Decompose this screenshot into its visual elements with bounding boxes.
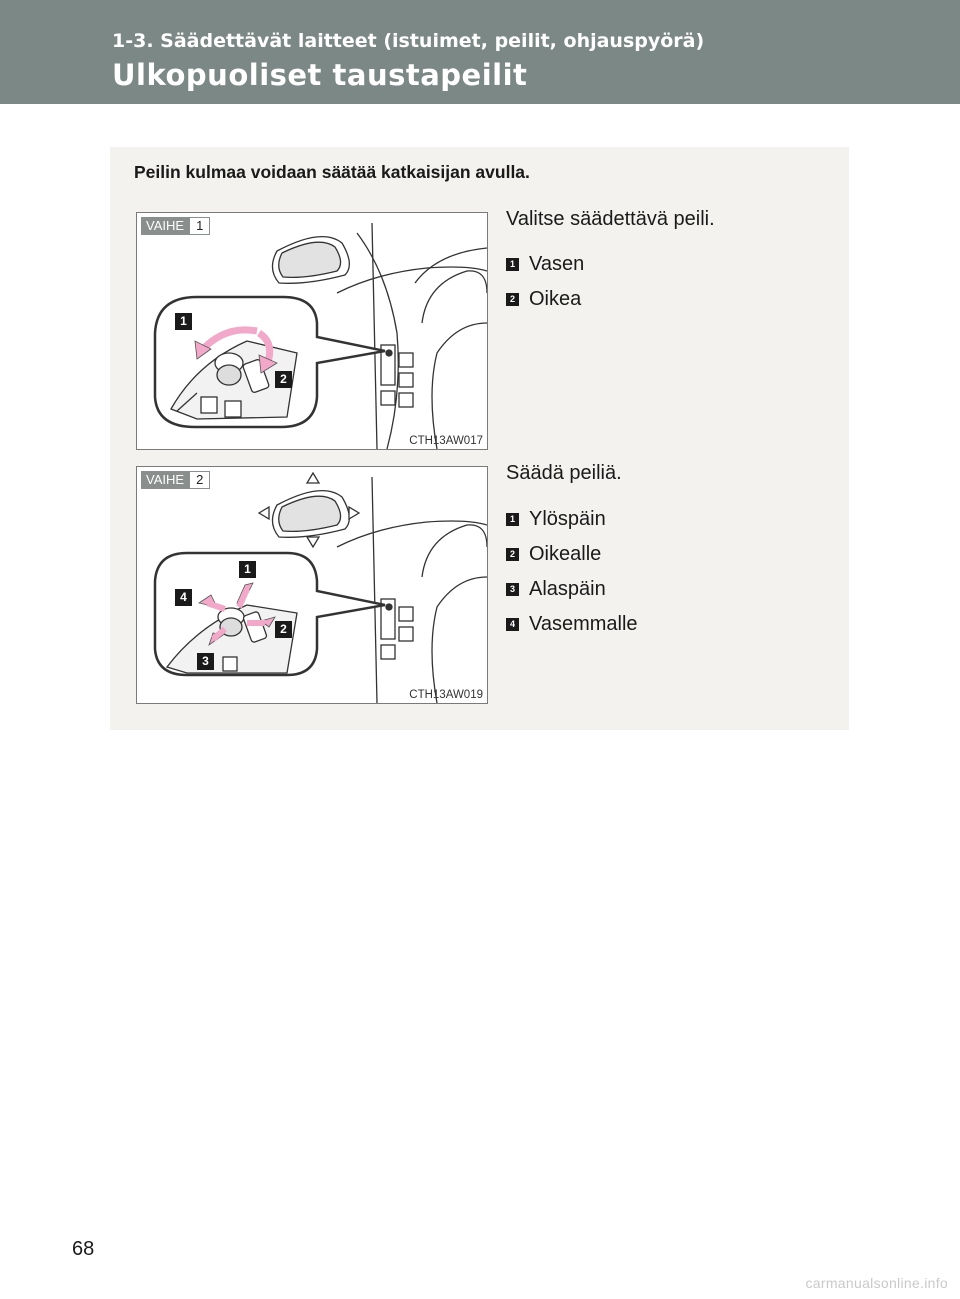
intro-text: Peilin kulmaa voidaan säätää katkaisijan avulla. — [134, 162, 530, 182]
page-number: 68 — [72, 1238, 95, 1260]
marker-icon: 2 — [506, 293, 519, 306]
list-item — [506, 576, 606, 602]
mirror-switch-illustration — [137, 213, 487, 449]
footer-watermark[interactable]: carmanualsonline.info — [805, 1275, 948, 1291]
marker-icon: 1 — [506, 258, 519, 271]
step-badge-tag: VAIHE — [141, 471, 189, 489]
step-badge-tag: VAIHE — [141, 217, 189, 235]
callout-1: 1 — [175, 313, 192, 330]
page-title: Ulkopuoliset taustapeilit — [112, 58, 528, 92]
step-1-instruction: Valitse säädettävä peili. — [506, 208, 715, 230]
list-item — [506, 506, 606, 532]
figure-step-2 — [136, 466, 488, 704]
step-badge-number: 2 — [189, 471, 210, 489]
list-item-label: Vasemmalle — [529, 612, 638, 635]
callout-2: 2 — [275, 371, 292, 388]
marker-icon: 2 — [506, 548, 519, 561]
callout-1: 1 — [239, 561, 256, 578]
list-item-label: Alaspäin — [529, 577, 606, 600]
figure-step-1 — [136, 212, 488, 450]
marker-icon: 1 — [506, 513, 519, 526]
list-item — [506, 541, 601, 567]
section-heading: 1-3. Säädettävät laitteet (istuimet, peilit, ohjauspyörä) — [112, 30, 705, 52]
mirror-adjust-illustration — [137, 467, 487, 703]
callout-3: 3 — [197, 653, 214, 670]
step-badge — [141, 217, 210, 235]
figure-code: CTH13AW017 — [409, 435, 483, 447]
list-item-label: Oikea — [529, 287, 582, 310]
page-header — [0, 0, 960, 104]
step-badge-number: 1 — [189, 217, 210, 235]
list-item — [506, 251, 584, 277]
list-item-label: Oikealle — [529, 542, 602, 565]
callout-2: 2 — [275, 621, 292, 638]
list-item — [506, 286, 581, 312]
list-item-label: Vasen — [529, 252, 585, 275]
callout-4: 4 — [175, 589, 192, 606]
step-badge — [141, 471, 210, 489]
list-item-label: Ylöspäin — [529, 507, 606, 530]
step-2-instruction: Säädä peiliä. — [506, 462, 622, 484]
marker-icon: 4 — [506, 618, 519, 631]
list-item — [506, 611, 638, 637]
figure-code: CTH13AW019 — [409, 689, 483, 701]
marker-icon: 3 — [506, 583, 519, 596]
